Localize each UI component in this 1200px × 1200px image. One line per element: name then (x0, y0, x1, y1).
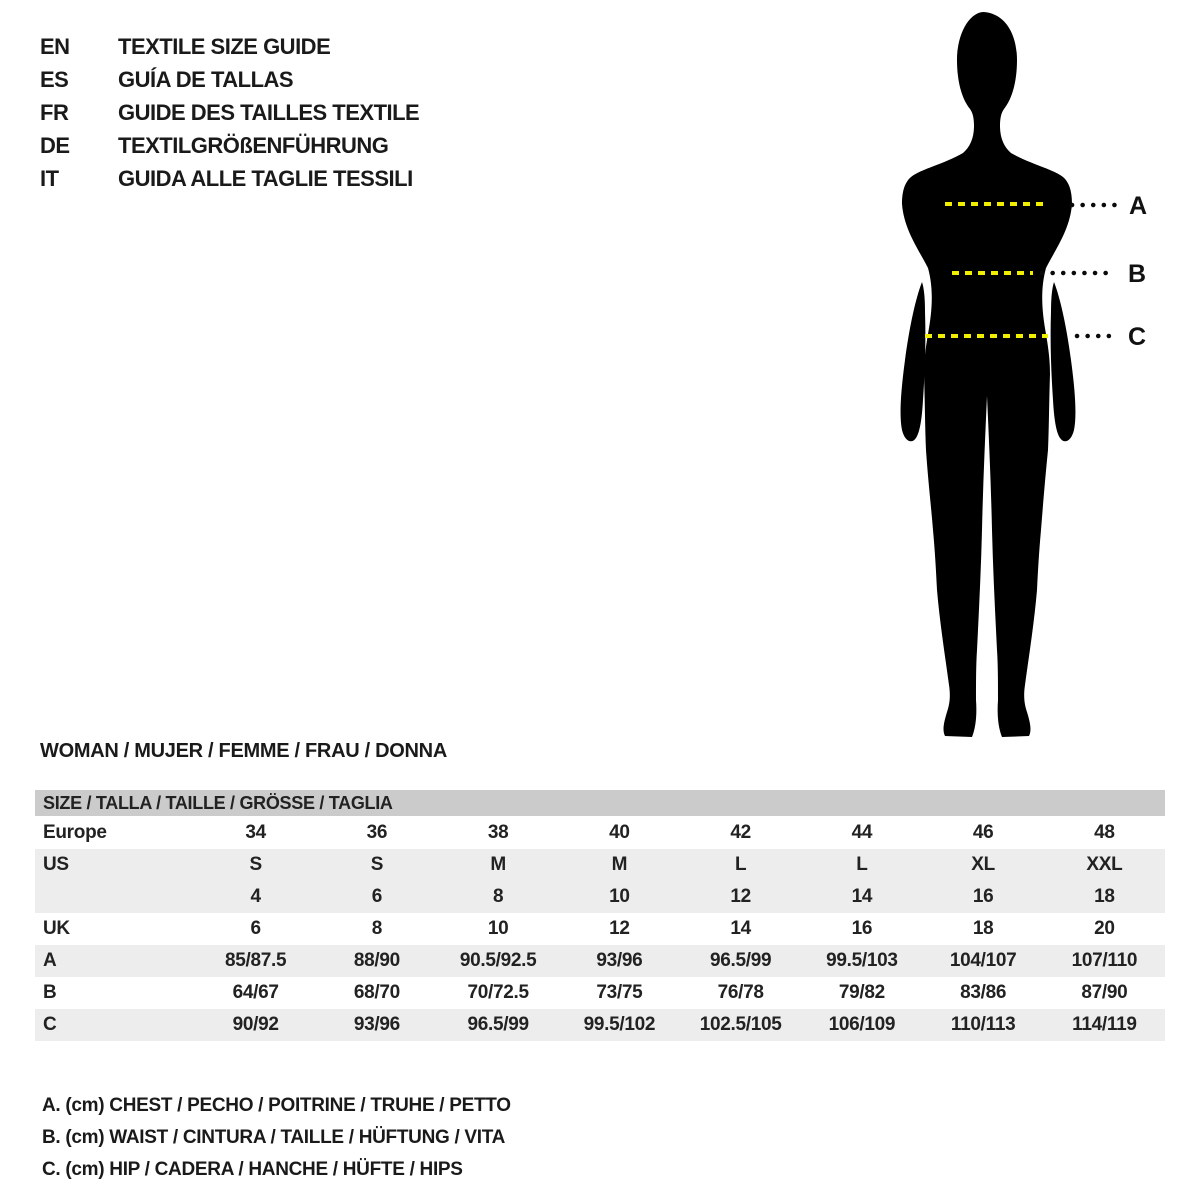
measurement-legend (42, 1090, 511, 1186)
cell: 96.5/99 (709, 950, 772, 971)
lang-row-es (40, 63, 419, 96)
cell: 6 (371, 886, 383, 907)
cell: 88/90 (353, 950, 400, 971)
lang-row-de (40, 129, 419, 162)
cell: 16 (851, 918, 873, 939)
cell: 106/109 (828, 1014, 896, 1035)
legend-hip: C. (cm) HIP / CADERA / HANCHE / HÜFTE / HIPS (42, 1159, 463, 1180)
cell: 8 (492, 886, 504, 907)
cell: 18 (972, 918, 994, 939)
cell: 90.5/92.5 (459, 950, 537, 971)
marker-label-c: C (1128, 323, 1147, 351)
cell: 20 (1094, 918, 1115, 939)
cell: 10 (609, 886, 630, 907)
row-label: US (43, 854, 69, 875)
cell: 107/110 (1071, 950, 1138, 971)
cell: 40 (609, 822, 630, 843)
language-title-list (40, 30, 419, 195)
lang-row-fr (40, 96, 419, 129)
cell: M (611, 854, 628, 875)
cell: 64/67 (232, 982, 279, 1003)
cell: 36 (366, 822, 388, 843)
cell: 104/107 (949, 950, 1017, 971)
cell: 85/87.5 (224, 950, 287, 971)
lang-row-en (40, 30, 419, 63)
lang-title: GUIDE DES TAILLES TEXTILE (118, 99, 420, 125)
cell: 83/86 (960, 982, 1007, 1003)
cell: 102.5/105 (699, 1014, 782, 1035)
cell: 14 (730, 918, 751, 939)
lang-code: DE (40, 132, 70, 158)
table-row-us-numeric (35, 881, 1165, 913)
cell: 18 (1094, 886, 1115, 907)
lang-title: TEXTILGRÖßENFÜHRUNG (118, 132, 389, 158)
cell: 110/113 (950, 1014, 1016, 1035)
lang-row-it (40, 162, 419, 195)
cell: 93/96 (353, 1014, 400, 1035)
cell: L (856, 854, 868, 875)
marker-label-a: A (1129, 192, 1148, 220)
cell: 68/70 (353, 982, 400, 1003)
section-title-woman: WOMAN / MUJER / FEMME / FRAU / DONNA (40, 740, 447, 762)
cell: 34 (245, 822, 266, 843)
lang-title: TEXTILE SIZE GUIDE (118, 33, 331, 59)
cell: 4 (250, 886, 261, 907)
cell: 73/75 (596, 982, 643, 1003)
cell: 90/92 (232, 1014, 279, 1035)
marker-label-b: B (1128, 260, 1147, 288)
table-row-hip-c (35, 1009, 1165, 1041)
cell: 12 (730, 886, 751, 907)
cell: 44 (851, 822, 873, 843)
cell: S (370, 854, 384, 875)
cell: 114/119 (1072, 1014, 1137, 1035)
woman-body-shape (902, 12, 1072, 737)
cell: 46 (972, 822, 994, 843)
cell: L (734, 854, 747, 875)
woman-left-arm (901, 282, 926, 441)
cell: 8 (371, 918, 383, 939)
cell: XXL (1086, 854, 1123, 875)
cell: 76/78 (717, 982, 764, 1003)
cell: 99.5/102 (583, 1014, 656, 1035)
cell: 99.5/103 (826, 950, 898, 971)
cell: 48 (1094, 822, 1115, 843)
row-label: Europe (43, 822, 107, 843)
measurement-figure (870, 0, 1180, 755)
cell: 38 (487, 822, 509, 843)
cell: 12 (609, 918, 630, 939)
cell: 79/82 (838, 982, 885, 1003)
cell: 10 (487, 918, 509, 939)
cell: 14 (851, 886, 873, 907)
row-label: C (43, 1014, 57, 1035)
cell: M (490, 854, 506, 875)
cell: 70/72.5 (467, 982, 529, 1003)
legend-chest: A. (cm) CHEST / PECHO / POITRINE / TRUHE / PETTO (42, 1095, 511, 1116)
cell: 93/96 (596, 950, 643, 971)
cell: XL (971, 854, 995, 875)
size-table (35, 790, 1165, 1041)
lang-code: FR (40, 99, 69, 125)
row-label (35, 881, 195, 913)
table-row-chest-a (35, 945, 1165, 977)
row-label: A (43, 950, 57, 971)
cell: 96.5/99 (467, 1014, 529, 1035)
cell: 87/90 (1081, 982, 1128, 1003)
lang-title: GUÍA DE TALLAS (118, 66, 294, 92)
row-label: UK (43, 918, 70, 939)
woman-silhouette-icon (870, 0, 1180, 755)
lang-title: GUIDA ALLE TAGLIE TESSILI (118, 165, 413, 191)
lang-code: ES (40, 66, 69, 92)
table-row-us (35, 849, 1165, 881)
table-row-uk (35, 913, 1165, 945)
size-table-header: SIZE / TALLA / TAILLE / GRÖSSE / TAGLIA (35, 790, 1165, 816)
legend-waist: B. (cm) WAIST / CINTURA / TAILLE / HÜFTUNG / VITA (42, 1127, 506, 1148)
cell: 16 (972, 886, 994, 907)
cell: 6 (250, 918, 261, 939)
lang-code: EN (40, 33, 70, 59)
cell: 42 (730, 822, 751, 843)
woman-right-arm (1051, 282, 1076, 441)
cell: S (249, 854, 262, 875)
lang-code: IT (40, 165, 59, 191)
table-row-waist-b (35, 977, 1165, 1009)
row-label: B (43, 982, 57, 1003)
table-row-europe (35, 817, 1165, 849)
